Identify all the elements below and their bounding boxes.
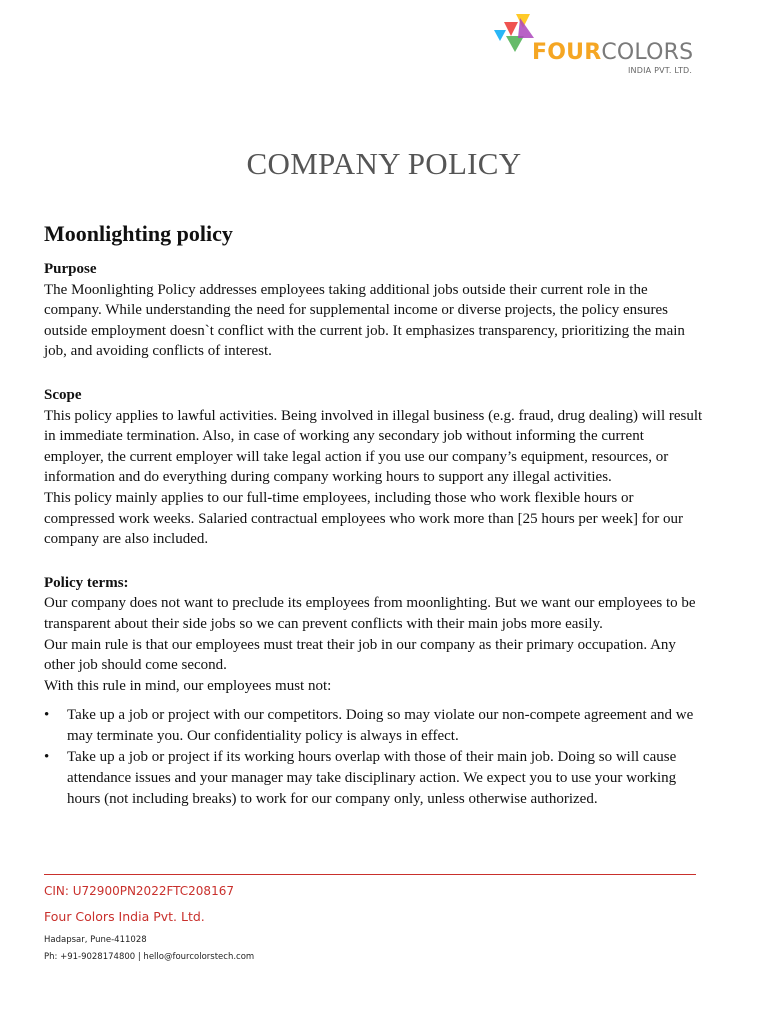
company-logo	[494, 14, 704, 78]
text-line: The Moonlighting Policy addresses employees taking additional jobs outside their current role in the	[44, 281, 648, 298]
page-title: COMPANY POLICY	[246, 146, 522, 181]
list-item-line: may terminate you. Our confidentiality policy is always in effect.	[67, 727, 459, 744]
list-item-line: • Take up a job or project with our competitors. Doing so may violate our non-compete agreement and we	[67, 707, 694, 724]
text-line: other job should come second.	[44, 657, 227, 674]
policy-terms-heading: Policy terms:	[44, 574, 129, 591]
logo-subtitle: INDIA PVT. LTD.	[628, 66, 693, 75]
list-item	[44, 705, 710, 746]
logo-four-text: FOUR	[532, 40, 602, 65]
purpose-text	[44, 280, 710, 362]
text-line: company. While understanding the need for supplemental income or diverse projects, the policy ensures	[44, 302, 668, 319]
footer-divider	[44, 874, 696, 875]
scope-heading: Scope	[44, 386, 82, 403]
purpose-heading: Purpose	[44, 261, 97, 277]
list-item-line: hours (not including breaks) to work for our company only, unless otherwise authorized.	[67, 790, 598, 807]
text-line: job, and avoiding conflicts of interest.	[44, 343, 272, 360]
list-item-line: • Take up a job or project if its working hours overlap with those of their main job. Doing so will cause	[67, 749, 677, 766]
footer-cin: CIN: U72900PN2022FTC208167	[44, 884, 234, 898]
text-line: With this rule in mind, our employees must not:	[44, 677, 332, 694]
scope-text	[44, 406, 710, 550]
text-line: company are also included.	[44, 531, 209, 548]
policy-terms-text	[44, 593, 710, 696]
text-line: compressed work weeks. Salaried contractual employees who work more than [25 hours per week] for our	[44, 510, 683, 527]
restrictions-list	[44, 705, 710, 809]
list-item-line: attendance issues and your manager may take disciplinary action. We expect you to use your working	[67, 770, 677, 787]
document-body	[44, 221, 710, 810]
text-line: information and do everything during company working hours to support any illegal activities.	[44, 469, 612, 486]
text-line: outside employment doesn`t conflict with the current job. It emphasizes transparency, prioritizing the main	[44, 322, 685, 339]
list-item	[44, 747, 710, 809]
text-line: in immediate termination. Also, in case of working any secondary job without informing the current	[44, 428, 644, 445]
text-line: This policy mainly applies to our full-time employees, including those who work flexible hours or	[44, 489, 634, 506]
section-heading: Moonlighting policy	[44, 221, 233, 246]
footer-contact: Ph: +91-9028174800 | hello@fourcolorstech.com	[44, 952, 255, 962]
text-line: employer, the current employer will take legal action if you use our company’s equipment, resources, or	[44, 448, 669, 465]
footer-company-name: Four Colors India Pvt. Ltd.	[44, 909, 205, 924]
footer-address: Hadapsar, Pune-411028	[44, 935, 147, 945]
logo-colors-text: COLORS	[601, 40, 694, 65]
text-line: Our company does not want to preclude its employees from moonlighting. But we want our employees to be	[44, 595, 696, 612]
text-line: Our main rule is that our employees must treat their job in our company as their primary occupation. Any	[44, 636, 676, 653]
logo-wordmark	[532, 42, 693, 64]
text-line: transparent about their side jobs so we can prevent conflicts with their main jobs more easily.	[44, 615, 603, 632]
text-line: This policy applies to lawful activities. Being involved in illegal business (e.g. fraud, drug dealing) will result	[44, 407, 703, 424]
